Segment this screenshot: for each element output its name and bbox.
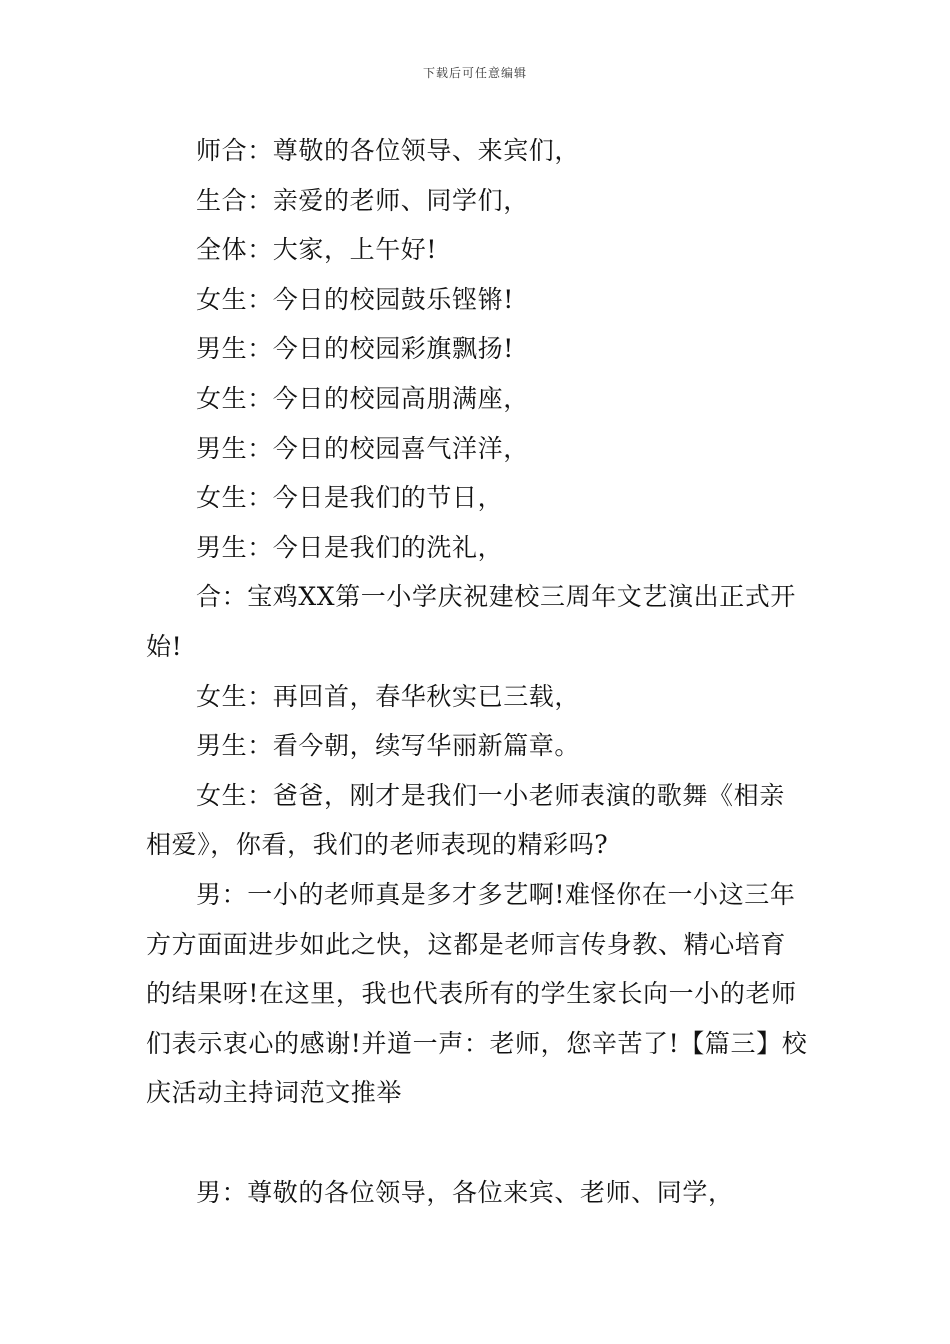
paragraph: 女生：爸爸，刚才是我们一小老师表演的歌舞《相亲相爱》，你看，我们的老师表现的精彩吗? (146, 780, 785, 860)
paragraph: 男生：今日是我们的洗礼， (196, 532, 504, 562)
paragraph: 合：宝鸡XX第一小学庆祝建校三周年文艺演出正式开始! (146, 582, 796, 661)
blank-line (146, 1118, 808, 1168)
page-header-note: 下载后可任意编辑 (422, 66, 527, 80)
paragraph: 男生：今日的校园喜气洋洋， (196, 433, 529, 463)
paragraph: 女生：今日是我们的节日， (196, 483, 504, 513)
paragraph: 全体：大家，上午好! (196, 235, 438, 265)
paragraph: 女生：今日的校园高朋满座， (196, 383, 529, 413)
paragraph: 男生：今日的校园彩旗飘扬! (196, 334, 514, 364)
paragraph: 女生：再回首，春华秋实已三载， (196, 681, 581, 711)
paragraph: 男生：看今朝，续写华丽新篇章。 (196, 731, 581, 761)
paragraph: 男：尊敬的各位领导，各位来宾、老师、同学， (196, 1177, 734, 1207)
paragraph: 师合：尊敬的各位领导、来宾们， (196, 136, 581, 165)
paragraph: 女生：今日的校园鼓乐铿锵! (196, 284, 514, 314)
paragraph: 生合：亲爱的老师、同学们， (196, 185, 529, 215)
paragraph: 男：一小的老师真是多才多艺啊!难怪你在一小这三年方方面面进步如此之快，这都是老师言传身教、精心培育的结果呀!在这里，我也代表所有的学生家长向一小的老师们表示衷心的感谢!并道一声：老师，您辛苦了!【篇三】校庆活动主持词范文推举 (146, 879, 808, 1108)
document-body (146, 126, 808, 1217)
